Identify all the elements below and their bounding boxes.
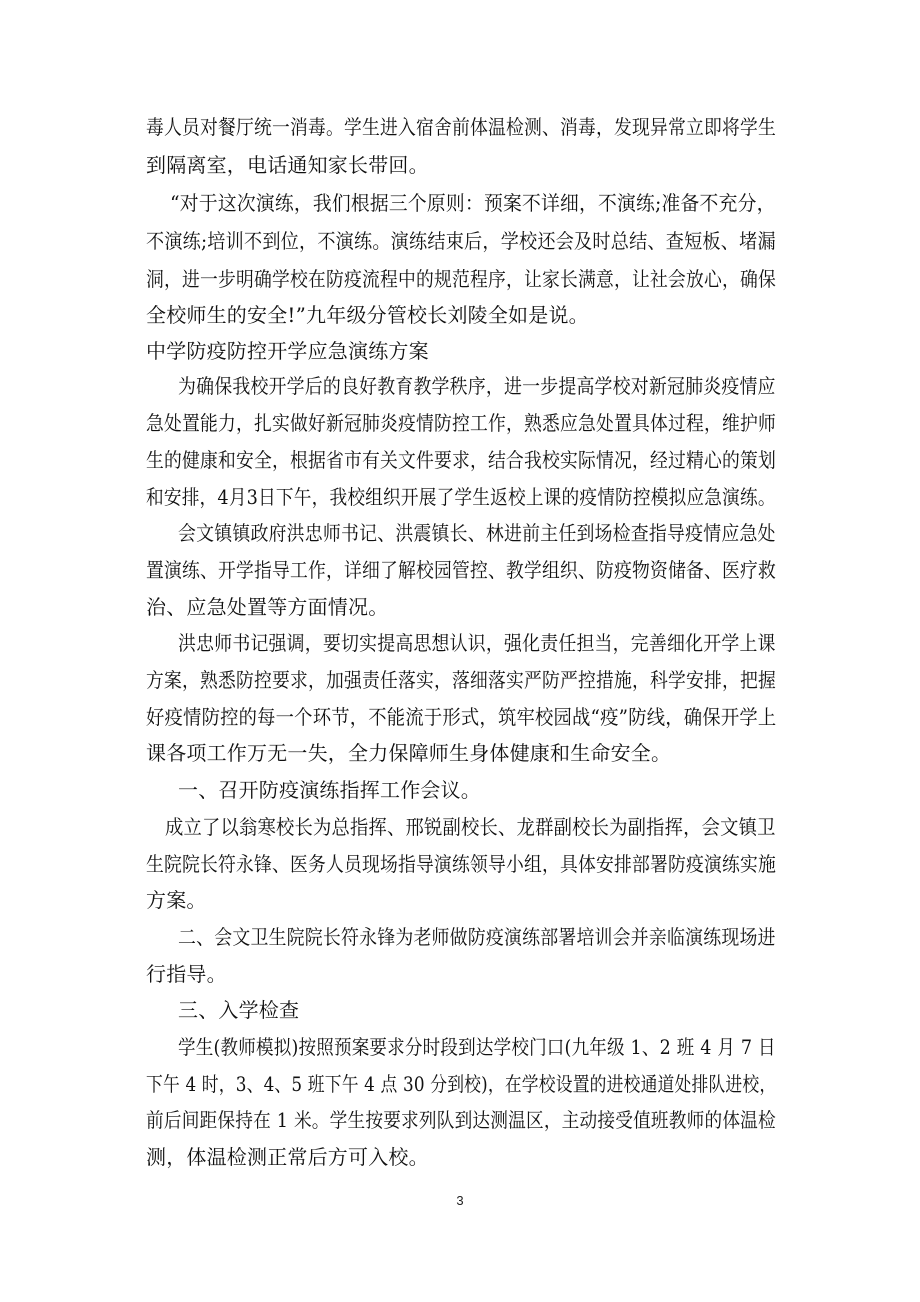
- text-line: 学生(教师模拟)按照预案要求分时段到达学校门口(九年级 1、2 班 4 月 7 日: [178, 1035, 776, 1059]
- text-line: 不演练;培训不到位，不演练。演练结束后，学校还会及时总结、查短板、堵漏: [146, 229, 776, 253]
- text-line: 洪忠师书记强调，要切实提高思想认识，强化责任担当，完善细化开学上课: [178, 631, 776, 655]
- section-heading: 一、召开防疫演练指挥工作会议。: [178, 778, 481, 802]
- text-line: 治、应急处置等方面情况。: [146, 595, 389, 619]
- text-line: 测，体温检测正常后方可入校。: [146, 1145, 429, 1169]
- text-line: “对于这次演练，我们根据三个原则：预案不详细，不演练;准备不充分，: [170, 191, 776, 215]
- text-line: 置演练、开学指导工作，详细了解校园管控、教学组织、防疫物资储备、医疗救: [146, 558, 777, 582]
- text-line: 行指导。: [146, 962, 227, 986]
- text-line: 会文镇镇政府洪忠师书记、洪震镇长、林进前主任到场检查指导疫情应急处: [178, 521, 776, 545]
- text-line: 方案。: [146, 888, 207, 912]
- text-line: 到隔离室，电话通知家长带回。: [146, 153, 429, 177]
- text-line: 和安排，4月3日下午，我校组织开展了学生返校上课的疫情防控模拟应急演练。: [146, 485, 776, 509]
- text-line: 洞，进一步明确学校在防疫流程中的规范程序，让家长满意，让社会放心，确保: [146, 267, 777, 291]
- text-line: 为确保我校开学后的良好教育教学秩序，进一步提高学校对新冠肺炎疫情应: [178, 374, 776, 398]
- text-line: 急处置能力，扎实做好新冠肺炎疫情防控工作，熟悉应急处置具体过程，维护师: [146, 411, 777, 435]
- section-heading: 二、会文卫生院院长符永锋为老师做防疫演练部署培训会并亲临演练现场进: [178, 925, 776, 949]
- section-heading: 三、入学检查: [178, 998, 300, 1022]
- text-line: 生的健康和安全，根据省市有关文件要求，结合我校实际情况，经过精心的策划: [146, 448, 777, 472]
- page-number: 3: [456, 1193, 464, 1208]
- text-line: 下午 4 时，3、4、5 班下午 4 点 30 分到校)，在学校设置的进校通道处排队进校，: [146, 1072, 777, 1096]
- text-line: 方案，熟悉防控要求，加强责任落实，落细落实严防严控措施，科学安排，把握: [146, 668, 777, 692]
- text-line: 全校师生的安全!”九年级分管校长刘陵全如是说。: [146, 303, 589, 327]
- text-line: 生院院长符永锋、医务人员现场指导演练领导小组，具体安排部署防疫演练实施: [146, 852, 777, 876]
- text-line: 好疫情防控的每一个环节，不能流于形式，筑牢校园战“疫”防线，确保开学上: [146, 705, 777, 729]
- text-line: 课各项工作万无一失，全力保障师生身体健康和生命安全。: [146, 741, 672, 765]
- text-line: 前后间距保持在 1 米。学生按要求列队到达测温区，主动接受值班教师的体温检: [146, 1108, 776, 1132]
- text-line: 毒人员对餐厅统一消毒。学生进入宿舍前体温检测、消毒，发现异常立即将学生: [146, 115, 777, 139]
- section-heading: 中学防疫防控开学应急演练方案: [146, 339, 429, 363]
- text-line: 成立了以翁寒校长为总指挥、邢锐副校长、龙群副校长为副指挥，会文镇卫: [165, 815, 776, 839]
